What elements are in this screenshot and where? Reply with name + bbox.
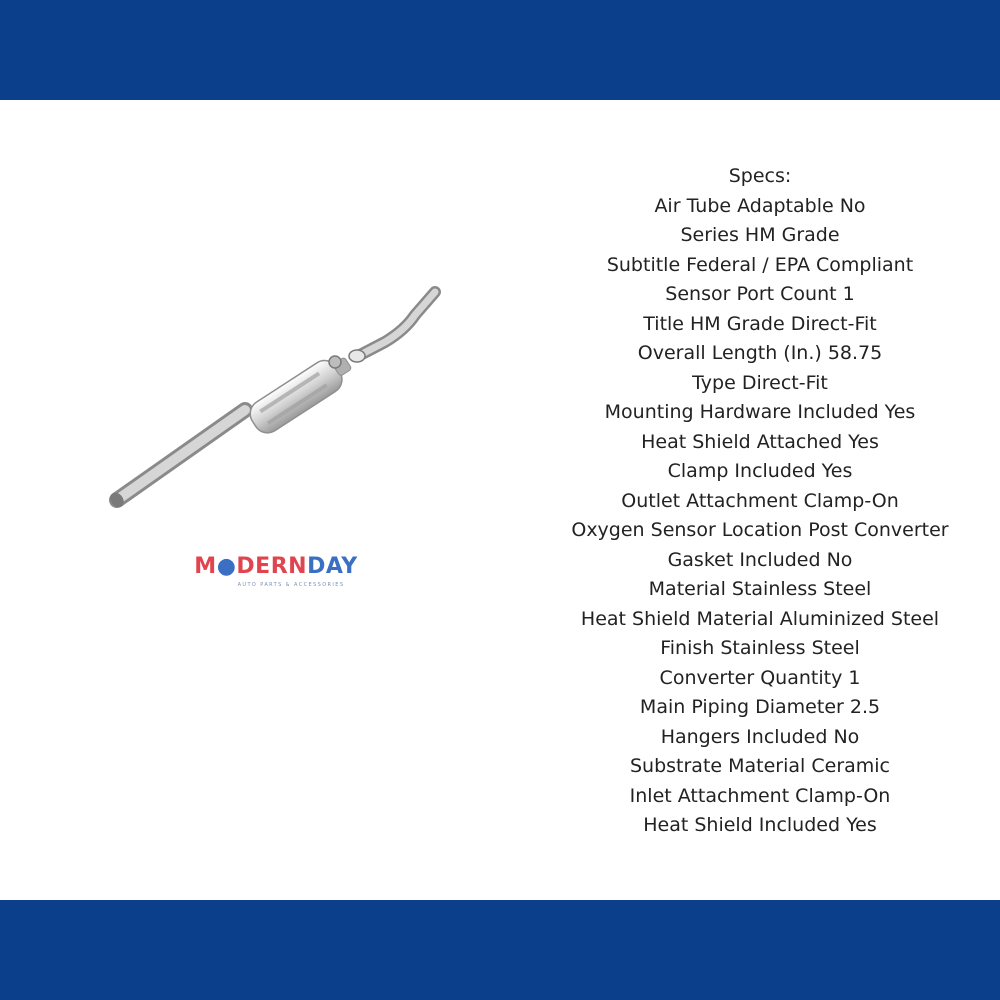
top-banner bbox=[0, 0, 1000, 100]
spec-line: Clamp Included Yes bbox=[667, 460, 853, 482]
spec-line: Type Direct-Fit bbox=[692, 371, 828, 394]
spec-line: Heat Shield Attached Yes bbox=[641, 430, 879, 453]
spec-line: Main Piping Diameter 2.5 bbox=[639, 696, 881, 718]
spec-line: Heat Shield Included Yes bbox=[643, 814, 877, 836]
spec-line: Finish Stainless Steel bbox=[660, 637, 860, 659]
spec-line: Converter Quantity 1 bbox=[659, 666, 861, 689]
spec-line: Oxygen Sensor Location Post Converter bbox=[571, 519, 949, 541]
catalytic-converter-image bbox=[105, 270, 445, 520]
logo-word-day: DAY bbox=[307, 554, 358, 579]
specs-heading: Specs: bbox=[728, 165, 792, 187]
logo-tagline: AUTO PARTS & ACCESSORIES bbox=[237, 582, 345, 588]
globe-icon: ● bbox=[216, 554, 237, 579]
spec-line: Gasket Included No bbox=[667, 548, 853, 571]
logo-word-dern: DERN bbox=[236, 554, 308, 579]
spec-line: Hangers Included No bbox=[660, 725, 860, 748]
spec-line: Inlet Attachment Clamp-On bbox=[629, 784, 891, 807]
spec-line: Title HM Grade Direct-Fit bbox=[643, 312, 877, 335]
spec-line: Mounting Hardware Included Yes bbox=[604, 401, 916, 423]
logo-letter: M bbox=[194, 554, 217, 579]
spec-line: Heat Shield Material Aluminized Steel bbox=[580, 607, 940, 630]
spec-line: Air Tube Adaptable No bbox=[654, 194, 866, 217]
spec-line: Material Stainless Steel bbox=[648, 578, 872, 600]
spec-line: Subtitle Federal / EPA Compliant bbox=[606, 253, 914, 276]
specs-list bbox=[520, 162, 1000, 841]
spec-line: Series HM Grade bbox=[680, 224, 840, 246]
bottom-banner bbox=[0, 900, 1000, 1000]
spec-line: Outlet Attachment Clamp-On bbox=[621, 489, 899, 512]
spec-line: Overall Length (In.) 58.75 bbox=[637, 342, 883, 364]
spec-line: Sensor Port Count 1 bbox=[665, 283, 855, 305]
spec-line: Substrate Material Ceramic bbox=[629, 755, 891, 777]
modernday-logo bbox=[186, 552, 366, 598]
